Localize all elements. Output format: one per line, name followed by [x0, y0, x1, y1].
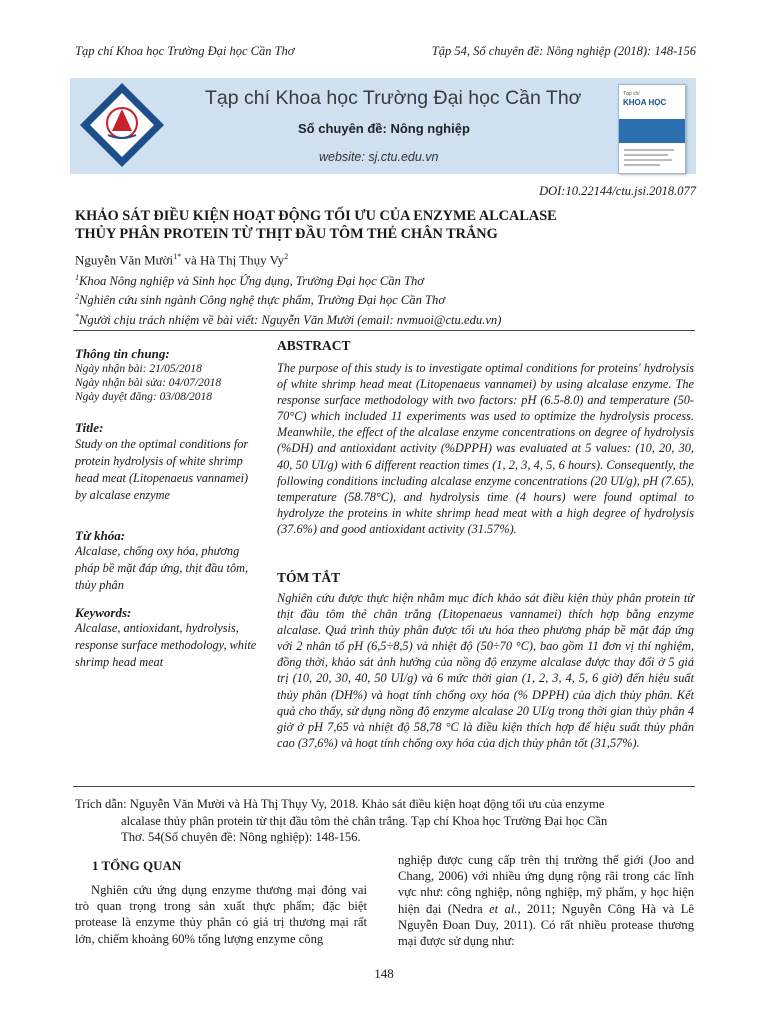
- date-received: Ngày nhận bài: 21/05/2018: [75, 363, 202, 375]
- article-title-line1: KHẢO SÁT ĐIỀU KIỆN HOẠT ĐỘNG TỐI ƯU CỦA ENZYME ALCALASE: [75, 208, 557, 224]
- journal-banner: [70, 78, 696, 174]
- doi[interactable]: DOI:10.22144/ctu.jsi.2018.077: [539, 184, 696, 198]
- banner-website[interactable]: website: sj.ctu.edu.vn: [319, 150, 439, 164]
- abstract-heading: ABSTRACT: [277, 338, 351, 353]
- affiliation-1: [75, 273, 424, 289]
- affiliation-2-text: Nghiên cứu sinh ngành Công nghệ thực phẩm, Trường Đại học Cần Thơ: [79, 293, 446, 308]
- corresponding-author: [75, 312, 501, 328]
- cover-text-line: [624, 149, 674, 151]
- section-heading: 1 TỔNG QUAN: [92, 858, 182, 873]
- banner-special-issue: Số chuyên đề: Nông nghiệp: [298, 121, 470, 136]
- corresponding-author-text: Người chịu trách nhiệm về bài viết: Nguyễn Văn Mười (email: nvmuoi@ctu.edu.vn): [79, 313, 502, 328]
- keywords-text: Alcalase, antioxidant, hydrolysis, response surface methodology, white shrimp head meat: [75, 621, 257, 669]
- body-text-right-part-b: , 2011; Nguyễn Công Hà và Lê Nguyễn Đoan Duy, 2011). Có rất nhiều protease thương mại được sử dụng như:: [398, 901, 694, 949]
- article-title-line2: THỦY PHÂN PROTEIN TỪ THỊT ĐẦU TÔM THẺ CHÂN TRẮNG: [75, 226, 498, 242]
- affiliation-1-text: Khoa Nông nghiệp và Sinh học Ứng dụng, Trường Đại học Cần Thơ: [79, 274, 425, 289]
- keywords-heading: Keywords:: [75, 605, 132, 620]
- citation-line-3: Thơ. 54(Số chuyên đề: Nông nghiệp): 148-156.: [121, 830, 361, 844]
- tukhoa-heading: Từ khóa:: [75, 528, 126, 543]
- title-heading: Title:: [75, 420, 104, 435]
- citation-line-1: Trích dẫn: Nguyễn Văn Mười và Hà Thị Thụy Vy, 2018. Khảo sát điều kiện hoạt động tối ưu của enzyme: [75, 797, 605, 811]
- university-seal-logo: [78, 81, 166, 169]
- body-text-right-part-a: nghiệp được cung cấp trên thị trường thế giới (Joo and Chang, 2006) với nhiều ứng dụng rộng rãi trong các lĩnh vực như: công nghiệp, nông nghiệp, mỹ phẩm, y học hiện hiện đại (Nedra: [398, 853, 694, 916]
- author-1-mark: 1*: [173, 252, 182, 261]
- author-1: Nguyễn Văn Mười: [75, 252, 174, 268]
- tomtat-text: Nghiên cứu được thực hiện nhằm mục đích khảo sát điều kiện thủy phân protein từ thịt đầu tôm thẻ chân trắng (Litopenaeus vannamei) thích hợp bằng enzyme alcalase. Quá trình thủy phân được tối ưu hóa theo phương pháp bề mặt đáp ứng với 2 nhân tố pH (6,5÷8,5) và nhiệt độ (50÷70 °C), bao gồm 11 đơn vị thí nghiệm, đồng thời, khảo sát ảnh hưởng của nồng độ enzyme alcalase được thay đổi ở 5 giá trị (10, 20, 30, 40, 50 UI/g) và 6 mức thời gian (1, 2, 3, 4, 5, 6 giờ) đến hiệu suất thủy phân (DH%) và hoạt tính chống oxy hóa (% DPPH) của dịch thủy phân. Kết quả cho thấy, sử dụng nồng độ enzyme alcalase 20 UI/g trong thời gian thủy phân 4 giờ ở pH 7,65 và nhiệt độ 58,78 °C là điều kiện thích hợp để hiệu suất thủy phân cao (37,6%) và hoạt tính chống oxy hóa của dịch thủy phân tốt (31,57%).: [277, 591, 694, 750]
- cover-band: [619, 119, 685, 143]
- info-heading: Thông tin chung:: [75, 346, 170, 361]
- cover-text-line: [624, 159, 672, 161]
- author-2: Hà Thị Thụy Vy: [199, 252, 285, 268]
- running-header-journal: Tạp chí Khoa học Trường Đại học Cần Thơ: [75, 44, 295, 58]
- cover-text-line: [624, 164, 660, 166]
- article-title: [75, 207, 695, 243]
- author-conjunction: và: [181, 252, 200, 268]
- author-list: [75, 252, 288, 268]
- english-title: Study on the optimal conditions for protein hydrolysis of white shrimp head meat (Litopenaeus vannamei) by alcalase enzyme: [75, 437, 249, 502]
- affiliation-2: [75, 292, 445, 308]
- date-accepted: Ngày duyệt đăng: 03/08/2018: [75, 391, 213, 403]
- affiliation-2-mark: 2: [75, 292, 79, 301]
- page-number: 148: [374, 966, 394, 981]
- body-text-right: [398, 852, 694, 949]
- tomtat-heading: TÓM TẮT: [277, 570, 341, 585]
- body-text-left: Nghiên cứu ứng dụng enzyme thương mại đóng vai trò quan trọng trong sản xuất thực phẩm; đặc biệt protease là enzyme thủy phân có giá trị thương mại rất lớn, chiếm khoảng 60% tổng lượng enzyme công: [75, 883, 367, 946]
- tukhoa-text: Alcalase, chống oxy hóa, phương pháp bề mặt đáp ứng, thịt đầu tôm, thủy phân: [75, 544, 249, 592]
- affiliation-1-mark: 1: [75, 273, 79, 282]
- date-revised: Ngày nhận bài sửa: 04/07/2018: [75, 377, 222, 389]
- cover-logo-text: KHOA HỌC: [623, 98, 667, 107]
- et-al: et al.: [489, 901, 518, 916]
- cover-text-line: [624, 154, 668, 156]
- divider-top: [73, 330, 695, 331]
- banner-journal-title: Tạp chí Khoa học Trường Đại học Cần Thơ: [205, 87, 582, 109]
- abstract-text: The purpose of this study is to investigate optimal conditions for proteins' hydrolysis of white shrimp head meat (Litopenaeus vannamei) by using alcalase enzyme. The response surface methodology with two factors: pH (6.5-8.0) and temperature (50-70°C) which included 11 experiments was used to optimize the hydrolysis process. Meanwhile, the effect of the alcalase enzyme concentrations on degree of hydrolysis (%DH) and antioxidant activity (%DPPH) was evaluated at 5 values: (10, 20, 30, 40, 50 UI/g) with 6 different reaction times (1, 2, 3, 4, 5, 6 hours). Consequently, the following conditions including alcalase enzyme concentrations (20 UI/g), pH (7.65), temperature (58.78°C), and hydrolysis time (4 hours) were found optimal to hydrolyze the proteins in white shrimp head meat with a high degree of hydrolysis (37.6%) and good antioxidant activity (31.57%).: [277, 361, 694, 536]
- journal-cover-thumbnail: [618, 84, 686, 174]
- citation: [75, 796, 695, 846]
- divider-bottom: [73, 786, 695, 787]
- cover-head-text: Tạp chí: [623, 91, 640, 97]
- author-2-mark: 2: [284, 252, 289, 261]
- corresponding-author-mark: *: [75, 312, 79, 321]
- citation-line-2: alcalase thủy phân protein từ thịt đầu tôm thẻ chân trắng. Tạp chí Khoa học Trường Đại học Cần: [121, 813, 608, 828]
- running-header-volume: Tập 54, Số chuyên đề: Nông nghiệp (2018): 148-156: [431, 44, 696, 58]
